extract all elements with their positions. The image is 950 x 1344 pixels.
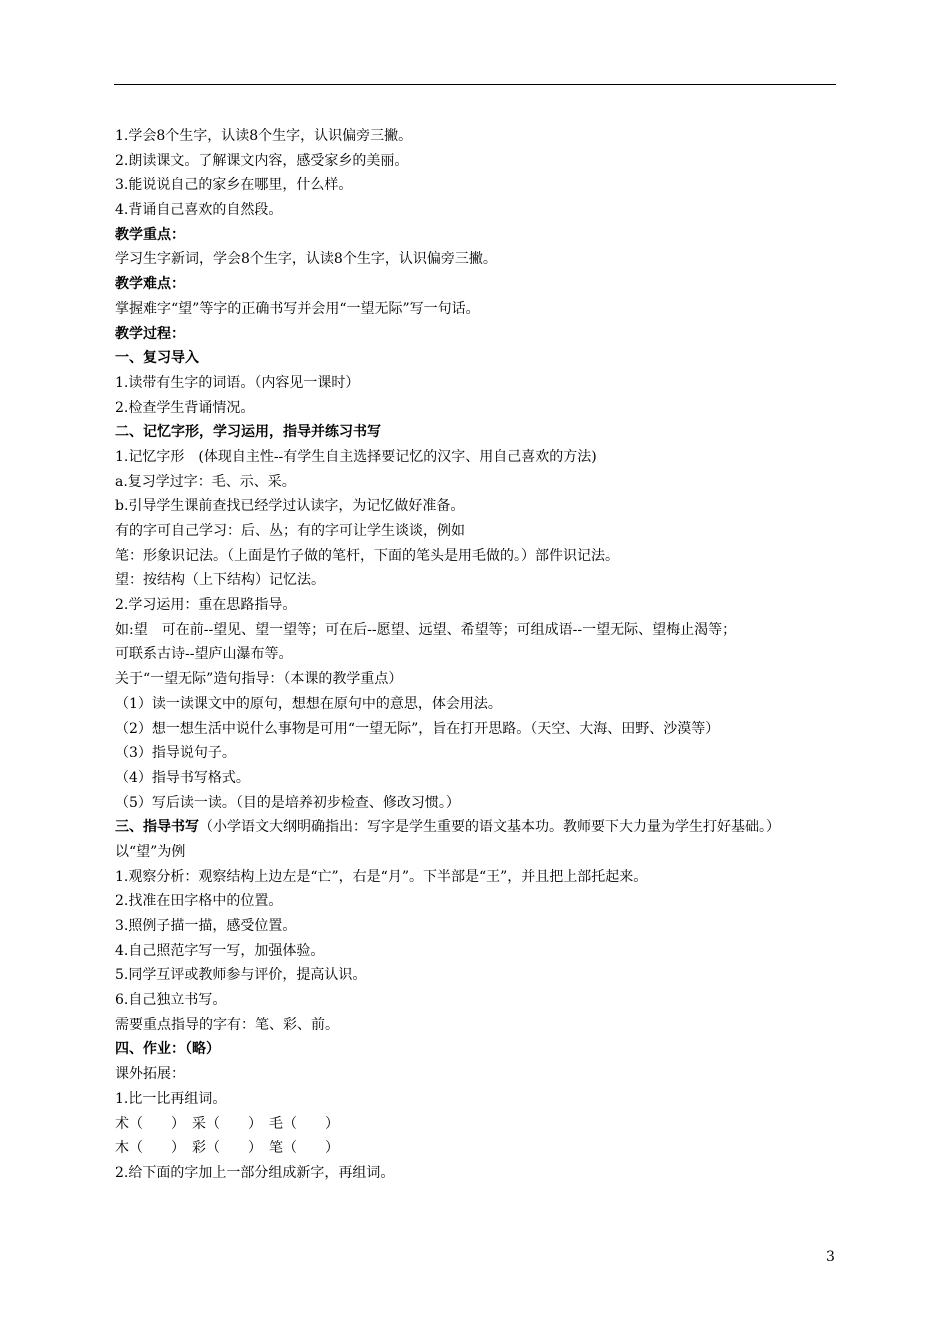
- text-line: 以“望”为例: [115, 843, 186, 860]
- text-line: 3.能说说自己的家乡在哪里，什么样。: [115, 177, 353, 194]
- text-line: （2）想一想生活中说什么事物是可用“一望无际”，旨在打开思路。（天空、大海、田野、沙漠等）: [115, 720, 720, 737]
- section-three-paragraph: [115, 815, 837, 840]
- text-line: （1）读一读课文中的原句，想想在原句中的意思，体会用法。: [115, 695, 502, 712]
- text-line: 3.照例子描一描，感受位置。: [115, 918, 297, 935]
- text-line: 关于“一望无际”造句指导：（本课的教学重点）: [115, 671, 403, 688]
- text-line: （4）指导书写格式。: [115, 769, 250, 786]
- text-line: 笔：形象识记法。（上面是竹子做的笔杆，下面的笔头是用毛做的。）部件识记法。: [115, 547, 619, 564]
- page-number: 3: [826, 1249, 835, 1265]
- text-line: （5）写后读一读。（目的是培养初步检查、修改习惯。）: [115, 794, 460, 811]
- text-line: 1.学会8个生字，认读8个生字，认识偏旁三撇。: [115, 128, 413, 144]
- lines-before: [115, 124, 837, 815]
- text-line: b.引导学生课前查找已经学过认读字，为记忆做好准备。: [115, 498, 465, 515]
- heading-line: 二、记忆字形，学习运用，指导并练习书写: [115, 424, 381, 441]
- text-line: 4.背诵自己喜欢的自然段。: [115, 202, 283, 219]
- text-line: 2.检查学生背诵情况。: [115, 399, 255, 416]
- text-line: 1.读带有生字的词语。（内容见一课时）: [115, 374, 360, 391]
- section-three-heading: 三、指导书写: [115, 819, 199, 836]
- heading-line: 教学过程：: [115, 325, 185, 342]
- text-line: 术（ ） 采（ ） 毛（ ）: [115, 1115, 339, 1132]
- document-body: [115, 124, 837, 1186]
- text-line: 2.给下面的字加上一部分组成新字，再组词。: [115, 1164, 395, 1181]
- text-line: 5.同学互评或教师参与评价，提高认识。: [115, 967, 367, 984]
- section-three-note: （小学语文大纲明确指出：写字是学生重要的语文基本功。教师要下大力量为学生打好基础。）: [199, 819, 780, 836]
- text-line: 如:望 可在前--望见、望一望等；可在后--愿望、远望、希望等；可组成语--一望无际、望梅止渴等；: [115, 621, 737, 638]
- text-line: 1.记忆字形 (体现自主性--有学生自主选择要记忆的汉字、用自己喜欢的方法): [115, 448, 597, 465]
- text-line: 学习生字新词，学会8个生字，认读8个生字，认识偏旁三撇。: [115, 251, 497, 268]
- heading-line: 一、复习导入: [115, 350, 199, 367]
- heading-line: 教学难点：: [115, 276, 185, 293]
- text-line: （3）指导说句子。: [115, 745, 236, 762]
- lines-after: [115, 840, 837, 1186]
- text-line: 课外拓展：: [115, 1066, 185, 1083]
- text-line: 木（ ） 彩（ ） 笔（ ）: [115, 1140, 339, 1157]
- text-line: 需要重点指导的字有：笔、彩、前。: [115, 1016, 339, 1033]
- text-line: 掌握难字“望”等字的正确书写并会用“一望无际”写一句话。: [115, 300, 480, 317]
- text-line: 有的字可自己学习：后、丛；有的字可让学生谈谈，例如: [115, 523, 465, 539]
- heading-line: 教学重点：: [115, 226, 185, 243]
- text-line: a.复习学过字：毛、示、采。: [115, 473, 296, 490]
- text-line: 4.自己照范字写一写，加强体验。: [115, 942, 325, 959]
- text-line: 2.找准在田字格中的位置。: [115, 893, 283, 910]
- text-line: 1.观察分析：观察结构上边左是“亡”，右是“月”。下半部是“王”，并且把上部托起来。: [115, 868, 648, 885]
- text-line: 可联系古诗--望庐山瀑布等。: [115, 646, 293, 663]
- text-line: 2.学习运用：重在思路指导。: [115, 597, 297, 614]
- heading-line: 四、作业：（略）: [115, 1041, 220, 1058]
- text-line: 望：按结构（上下结构）记忆法。: [115, 572, 325, 589]
- text-line: 1.比一比再组词。: [115, 1090, 227, 1107]
- text-line: 2.朗读课文。了解课文内容，感受家乡的美丽。: [115, 152, 409, 169]
- text-line: 6.自己独立书写。: [115, 992, 227, 1009]
- header-rule: [114, 84, 836, 85]
